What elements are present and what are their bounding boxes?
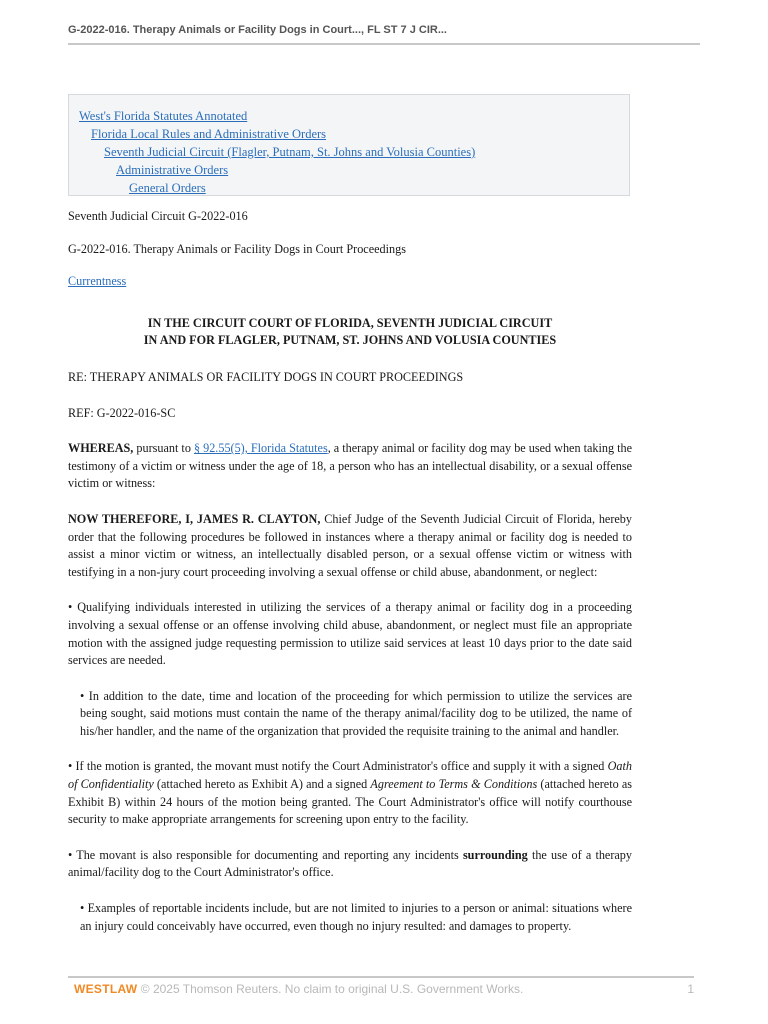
now-therefore-lead: NOW THEREFORE, I, JAMES R. CLAYTON,	[68, 511, 321, 526]
breadcrumb-link-local-rules[interactable]: Florida Local Rules and Administrative Orders	[91, 127, 327, 141]
currentness-link[interactable]: Currentness	[68, 274, 127, 289]
caption-line-2: IN AND FOR FLAGLER, PUTNAM, ST. JOHNS AND VOLUSIA COUNTIES	[143, 333, 557, 348]
oath-of-confidentiality: Oath of Confidentiality	[68, 759, 632, 792]
bullet-qualifying-individuals: • Qualifying individuals interested in utilizing the services of a therapy animal or facility dog in a proceeding involving a sexual offense or an offense involving child abuse, abandonment, or neglect must file an appropriate motion with the assigned judge requesting permission to utilize said services at least 10 days prior to the date said services are needed.	[68, 600, 632, 668]
bullet2-part-c: (attached hereto as Exhibit B) within 24 hours of the motion being granted. The Court Administrator's office will notify courthouse security to make appropriate arrangements for screening upon entry to the facility.	[68, 777, 633, 827]
bullet3-bold: surrounding	[462, 847, 528, 862]
caption-line-1: IN THE CIRCUIT COURT OF FLORIDA, SEVENTH JUDICIAL CIRCUIT	[147, 315, 553, 330]
court-caption	[68, 315, 632, 350]
bullet-movant-responsible	[68, 847, 632, 882]
breadcrumb	[68, 94, 630, 196]
page-number: 1	[687, 982, 694, 996]
document-body	[68, 208, 632, 953]
footer-copyright: © 2025 Thomson Reuters. No claim to original U.S. Government Works.	[137, 982, 524, 996]
bullet-motion-granted	[68, 758, 632, 828]
breadcrumb-link-seventh-circuit[interactable]: Seventh Judicial Circuit (Flagler, Putnam, St. Johns and Volusia Counties)	[104, 145, 476, 159]
re-line: RE: THERAPY ANIMALS OR FACILITY DOGS IN COURT PROCEEDINGS	[68, 369, 464, 384]
whereas-pre: pursuant to	[133, 441, 194, 456]
breadcrumb-link-admin-orders[interactable]: Administrative Orders	[116, 163, 229, 177]
bullet2-part-a: • If the motion is granted, the movant must notify the Court Administrator's office and supply it with a signed	[68, 759, 608, 774]
bullet-reportable-incidents: • Examples of reportable incidents include, but are not limited to injuries to a person or animal: situations where an injury could conceivably have occurred, even though no injury resulted: and damages to property.	[80, 901, 632, 933]
document-citation: Seventh Judicial Circuit G-2022-016	[68, 209, 248, 223]
whereas-paragraph	[68, 440, 632, 493]
header-divider	[68, 43, 700, 45]
footer	[74, 982, 694, 996]
bullet-motion-contents: • In addition to the date, time and location of the proceeding for which permission to utilize the services are being sought, said motions must contain the name of the therapy animal/facility dog to be utilized, the name of his/her handler, and the name of the organization that provided the requisite training to the animal and handler.	[80, 688, 632, 738]
breadcrumb-link-statutes[interactable]: West's Florida Statutes Annotated	[79, 109, 248, 123]
whereas-post: , a therapy animal or facility dog may be used when taking the testimony of a victim or witness under the age of 18, a person who has an intellectual disability, or a sexual offense victim or witness:	[68, 441, 632, 491]
statute-link[interactable]: § 92.55(5), Florida Statutes	[193, 441, 328, 456]
document-heading: G-2022-016. Therapy Animals or Facility Dogs in Court Proceedings	[68, 241, 406, 256]
now-therefore-paragraph	[68, 511, 632, 581]
document-header-title: G-2022-016. Therapy Animals or Facility Dogs in Court..., FL ST 7 J CIR...	[68, 24, 447, 36]
bullet3-part-a: • The movant is also responsible for documenting and reporting any incidents	[68, 847, 463, 862]
westlaw-logo: WESTLAW	[74, 982, 138, 996]
ref-line: REF: G-2022-016-SC	[68, 405, 176, 420]
bullet3-part-c: the use of a therapy animal/facility dog to the Court Administrator's office.	[68, 847, 632, 880]
now-therefore-text: Chief Judge of the Seventh Judicial Circuit of Florida, hereby order that the following procedures be followed in instances where a therapy animal or facility dog is needed to assist a minor victim or witness, an intellectually disabled person, or a sexual offense victim or witness with testifying in a non-jury court proceeding involving a sexual offense or child abuse, abandonment, or neglect:	[68, 511, 632, 579]
agreement-terms-conditions: Agreement to Terms & Conditions	[370, 777, 538, 792]
whereas-lead: WHEREAS,	[68, 441, 134, 456]
currentness-row	[68, 273, 632, 291]
breadcrumb-link-general-orders[interactable]: General Orders	[129, 181, 206, 195]
footer-divider	[68, 976, 694, 978]
bullet2-part-b: (attached hereto as Exhibit A) and a signed	[153, 777, 371, 792]
